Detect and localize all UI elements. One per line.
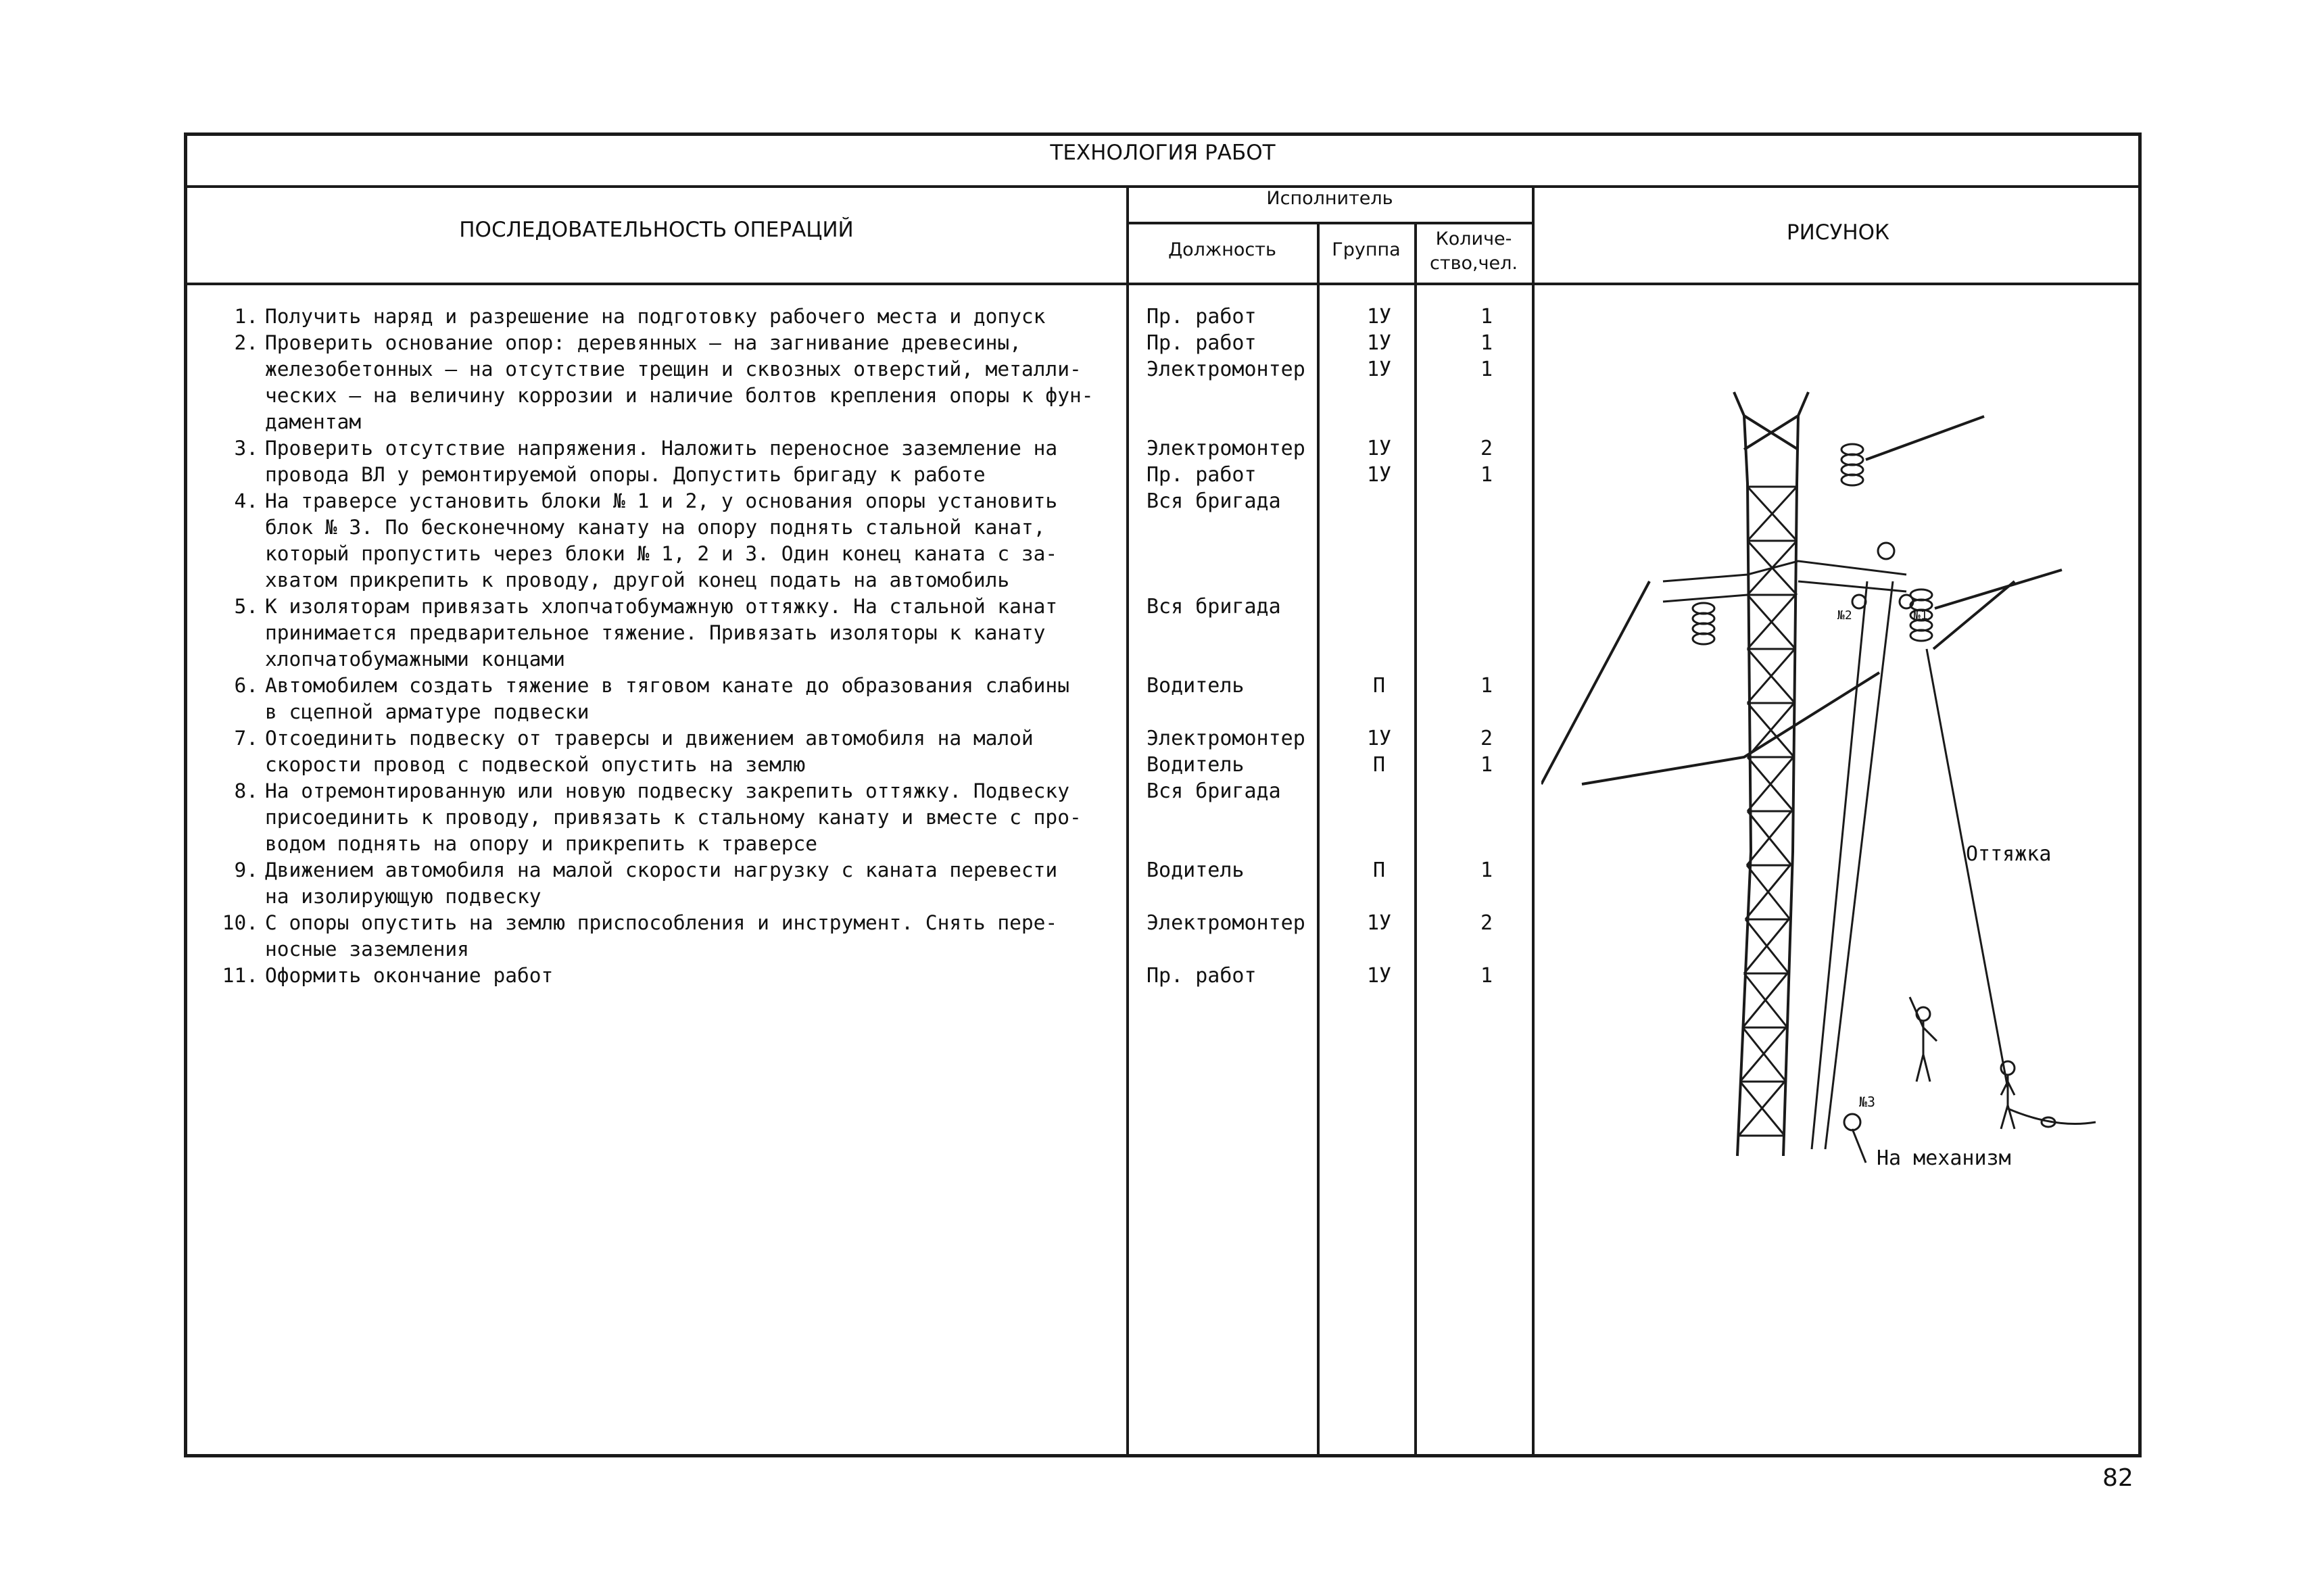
operation-text: Проверить отсутствие напряжения. Наложить переносное заземление на провода ВЛ у ремонтируемой опоры. Допустить бригаду к работе: [265, 437, 1058, 486]
count-header-line1: Количе-: [1435, 228, 1512, 249]
executor-group: 1У 1У: [1366, 331, 1392, 381]
operation-text: С опоры опустить на землю приспособления и инструмент. Снять пере- носные заземления: [265, 911, 1058, 961]
operation-text: Проверить основание опор: деревянных – на загнивание древесины, железобетонных – на отсутствие трещин и сквозных отверстий, металли- ческих – на величину коррозии и наличие болтов крепления опоры к фун- даментам: [265, 331, 1094, 433]
col-divider-position: [1317, 222, 1320, 1457]
conductor-line: [1935, 570, 2062, 608]
conductor-line: [1541, 581, 1649, 784]
guy-rope-label: Оттяжка: [1966, 842, 2052, 866]
operation-row: [200, 778, 1106, 857]
tower-leg: [1737, 416, 1751, 1156]
operation-number: 6.: [234, 674, 258, 697]
operation-text: На траверсе установить блоки № 1 и 2, у основания опоры установить блок № 3. По бесконечному канату на опору поднять стальной канат, который пропустить через блоки № 1, 2 и 3. Один конец каната с за- хватом прикрепить к проводу, другой конец подать на автомобиль: [265, 489, 1058, 591]
group-header: Группа: [1332, 239, 1401, 260]
position-header: Должность: [1168, 239, 1276, 260]
guy-rope: [1927, 649, 2008, 1088]
executor-group: 1У: [1366, 305, 1392, 329]
executor-position: Электромонтер Водитель: [1147, 727, 1305, 777]
block-2: [1852, 595, 1866, 608]
operation-row: [200, 488, 1106, 594]
col-divider-ops: [1126, 185, 1129, 1457]
count-header: [1416, 227, 1532, 276]
operation-number: 11.: [222, 964, 258, 987]
tower-figure: [1541, 379, 2123, 1190]
executor-position: Пр. работ Электромонтер: [1147, 331, 1305, 381]
block-3-label: №3: [1859, 1094, 1876, 1110]
operation-row: [200, 857, 1106, 910]
operation-row: [200, 910, 1106, 963]
mechanism-label: На механизм: [1877, 1146, 2011, 1170]
executor-count: 1: [1480, 674, 1493, 698]
executor-group: 1У П: [1366, 727, 1392, 777]
executor-position: Вся бригада: [1147, 489, 1281, 513]
anchor: [1852, 1129, 1866, 1163]
block-3: [1844, 1114, 1860, 1130]
operation-row: [200, 673, 1106, 725]
executor-count: 2 1: [1480, 437, 1493, 487]
header-divider: [184, 283, 2142, 285]
operations-list: [200, 304, 1106, 989]
operation-row: [200, 725, 1106, 778]
operation-row: [200, 963, 1106, 989]
operation-number: 10.: [222, 911, 258, 934]
executor-count: 2: [1480, 911, 1493, 935]
conductor-line: [1866, 416, 1984, 460]
count-header-line2: ство,чел.: [1430, 253, 1518, 274]
sequence-header: ПОСЛЕДОВАТЕЛЬНОСТЬ ОПЕРАЦИЙ: [459, 218, 854, 242]
executor-position: Вся бригада: [1147, 779, 1281, 803]
operation-text: Автомобилем создать тяжение в тяговом канате до образования слабины в сцепной арматуре подвески: [265, 674, 1069, 723]
guy-rope-tail: [2008, 1109, 2096, 1124]
executor-count: 2 1: [1480, 727, 1493, 777]
operation-number: 2.: [234, 331, 258, 354]
executor-count: 1: [1480, 305, 1493, 329]
executor-position: Электромонтер Пр. работ: [1147, 437, 1305, 487]
operation-text: Отсоединить подвеску от траверсы и движением автомобиля на малой скорости провод с подвеской опустить на землю: [265, 727, 1034, 776]
executor-position: Пр. работ: [1147, 305, 1257, 329]
operation-row: [200, 330, 1106, 435]
executor-header: Исполнитель: [1266, 188, 1393, 209]
figure-header: РИСУНОК: [1786, 220, 1890, 245]
operation-text: Получить наряд и разрешение на подготовку рабочего места и допуск: [265, 305, 1046, 328]
operation-number: 9.: [234, 859, 258, 881]
operation-text: Оформить окончание работ: [265, 964, 554, 987]
operation-number: 4.: [234, 489, 258, 512]
insulator-string: [1693, 603, 1714, 644]
operation-text: На отремонтированную или новую подвеску закрепить оттяжку. Подвеску присоединить к проводу, привязать к стальному канату и вместе с про- водом поднять на опору и прикрепить к траверсе: [265, 779, 1082, 855]
operation-text: Движением автомобиля на малой скорости нагрузку с каната перевести на изолирующую подвеску: [265, 859, 1058, 908]
executor-group: 1У: [1366, 911, 1392, 935]
executor-group: П: [1372, 859, 1386, 882]
executor-position: Электромонтер: [1147, 911, 1305, 935]
operation-text: К изоляторам привязать хлопчатобумажную оттяжку. На стальной канат принимается предварительное тяжение. Привязать изоляторы к канату хлопчатобумажными концами: [265, 595, 1058, 671]
conductor-line: [1582, 581, 2015, 784]
executor-count: 1: [1480, 859, 1493, 882]
page-number: 82: [2102, 1464, 2134, 1492]
executor-count: 1: [1480, 964, 1493, 988]
executor-position: Пр. работ: [1147, 964, 1257, 988]
executor-group: П: [1372, 674, 1386, 698]
operation-number: 8.: [234, 779, 258, 802]
operation-number: 1.: [234, 305, 258, 328]
executor-divider: [1126, 222, 1533, 224]
operation-row: [200, 304, 1106, 330]
executor-position: Водитель: [1147, 674, 1245, 698]
executor-position: Вся бригада: [1147, 595, 1281, 619]
page-title: ТЕХНОЛОГИЯ РАБОТ: [1050, 141, 1276, 165]
person-signaller: [1910, 997, 1937, 1082]
block-2-label: №2: [1837, 608, 1852, 623]
operation-number: 5.: [234, 595, 258, 618]
tower-leg: [1783, 416, 1798, 1156]
executor-group: 1У: [1366, 964, 1392, 988]
worker-top: [1878, 543, 1894, 559]
executor-position: Водитель: [1147, 859, 1245, 882]
block-1-label: №1: [1913, 608, 1928, 623]
executor-count: 1 1: [1480, 331, 1493, 381]
operation-number: 3.: [234, 437, 258, 460]
person-holding-guy: [2001, 1061, 2015, 1129]
col-divider-group: [1414, 222, 1417, 1457]
insulator-string: [1841, 444, 1863, 485]
executor-group: 1У 1У: [1366, 437, 1392, 487]
operation-number: 7.: [234, 727, 258, 750]
operation-row: [200, 594, 1106, 673]
operation-row: [200, 435, 1106, 488]
